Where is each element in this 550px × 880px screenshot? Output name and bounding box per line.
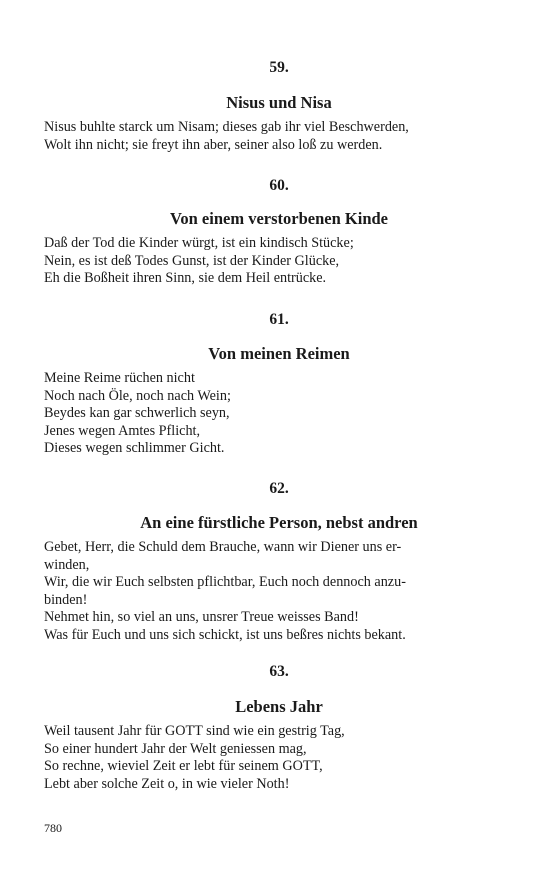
poem-59 <box>44 58 514 154</box>
poem-line: Eh die Boßheit ihren Sinn, sie dem Heil entrücke. <box>44 270 327 286</box>
poem-63 <box>44 662 514 793</box>
poem-lines <box>44 370 514 458</box>
poem-line: So rechne, wieviel Zeit er lebt für seinem GOTT, <box>44 758 323 774</box>
poem-title: Nisus und Nisa <box>226 93 332 112</box>
poem-number: 63. <box>269 663 289 680</box>
poem-line: Weil tausent Jahr für GOTT sind wie ein gestrig Tag, <box>44 723 345 739</box>
poem-lines <box>44 723 514 793</box>
page-number: 780 <box>44 821 62 835</box>
poem-lines <box>44 119 514 154</box>
poem-number: 61. <box>269 311 289 328</box>
poem-line: Was für Euch und uns sich schickt, ist uns beßres nichts bekant. <box>44 626 406 643</box>
poem-title: An eine fürstliche Person, nebst andren <box>140 513 418 532</box>
poem-line: Meine Reime rüchen nicht <box>44 370 195 386</box>
poem-line: Beydes kan gar schwerlich seyn, <box>44 405 230 421</box>
poem-61 <box>44 310 514 458</box>
poem-line: Gebet, Herr, die Schuld dem Brauche, wann wir Diener uns er- <box>44 539 402 555</box>
poem-title: Lebens Jahr <box>235 697 323 716</box>
poem-line: Jenes wegen Amtes Pflicht, <box>44 422 201 439</box>
poem-line: binden! <box>44 591 88 608</box>
poem-lines <box>44 539 514 644</box>
poem-line: Daß der Tod die Kinder würgt, ist ein kindisch Stücke; <box>44 235 354 251</box>
poem-line: Wir, die wir Euch selbsten pflichtbar, Euch noch dennoch anzu- <box>44 574 406 590</box>
poem-line: Nisus buhlte starck um Nisam; dieses gab ihr viel Beschwerden, <box>44 119 409 135</box>
poem-number: 62. <box>269 480 289 497</box>
poem-line: So einer hundert Jahr der Welt geniessen mag, <box>44 740 307 757</box>
poem-line: winden, <box>44 556 90 573</box>
poem-line: Lebt aber solche Zeit o, in wie vieler Noth! <box>44 775 290 792</box>
poem-line: Dieses wegen schlimmer Gicht. <box>44 440 225 456</box>
poem-lines <box>44 235 514 288</box>
poem-title: Von meinen Reimen <box>208 344 350 363</box>
poem-number: 59. <box>269 59 289 76</box>
poem-60 <box>44 176 514 288</box>
poem-62 <box>44 479 514 644</box>
poem-line: Noch nach Öle, noch nach Wein; <box>44 387 231 404</box>
poem-number: 60. <box>269 177 289 194</box>
poem-line: Wolt ihn nicht; sie freyt ihn aber, seiner also loß zu werden. <box>44 136 383 153</box>
poem-line: Nehmet hin, so viel an uns, unsrer Treue weisses Band! <box>44 609 359 625</box>
poem-title: Von einem verstorbenen Kinde <box>169 209 388 228</box>
poem-line: Nein, es ist deß Todes Gunst, ist der Kinder Glücke, <box>44 252 340 269</box>
